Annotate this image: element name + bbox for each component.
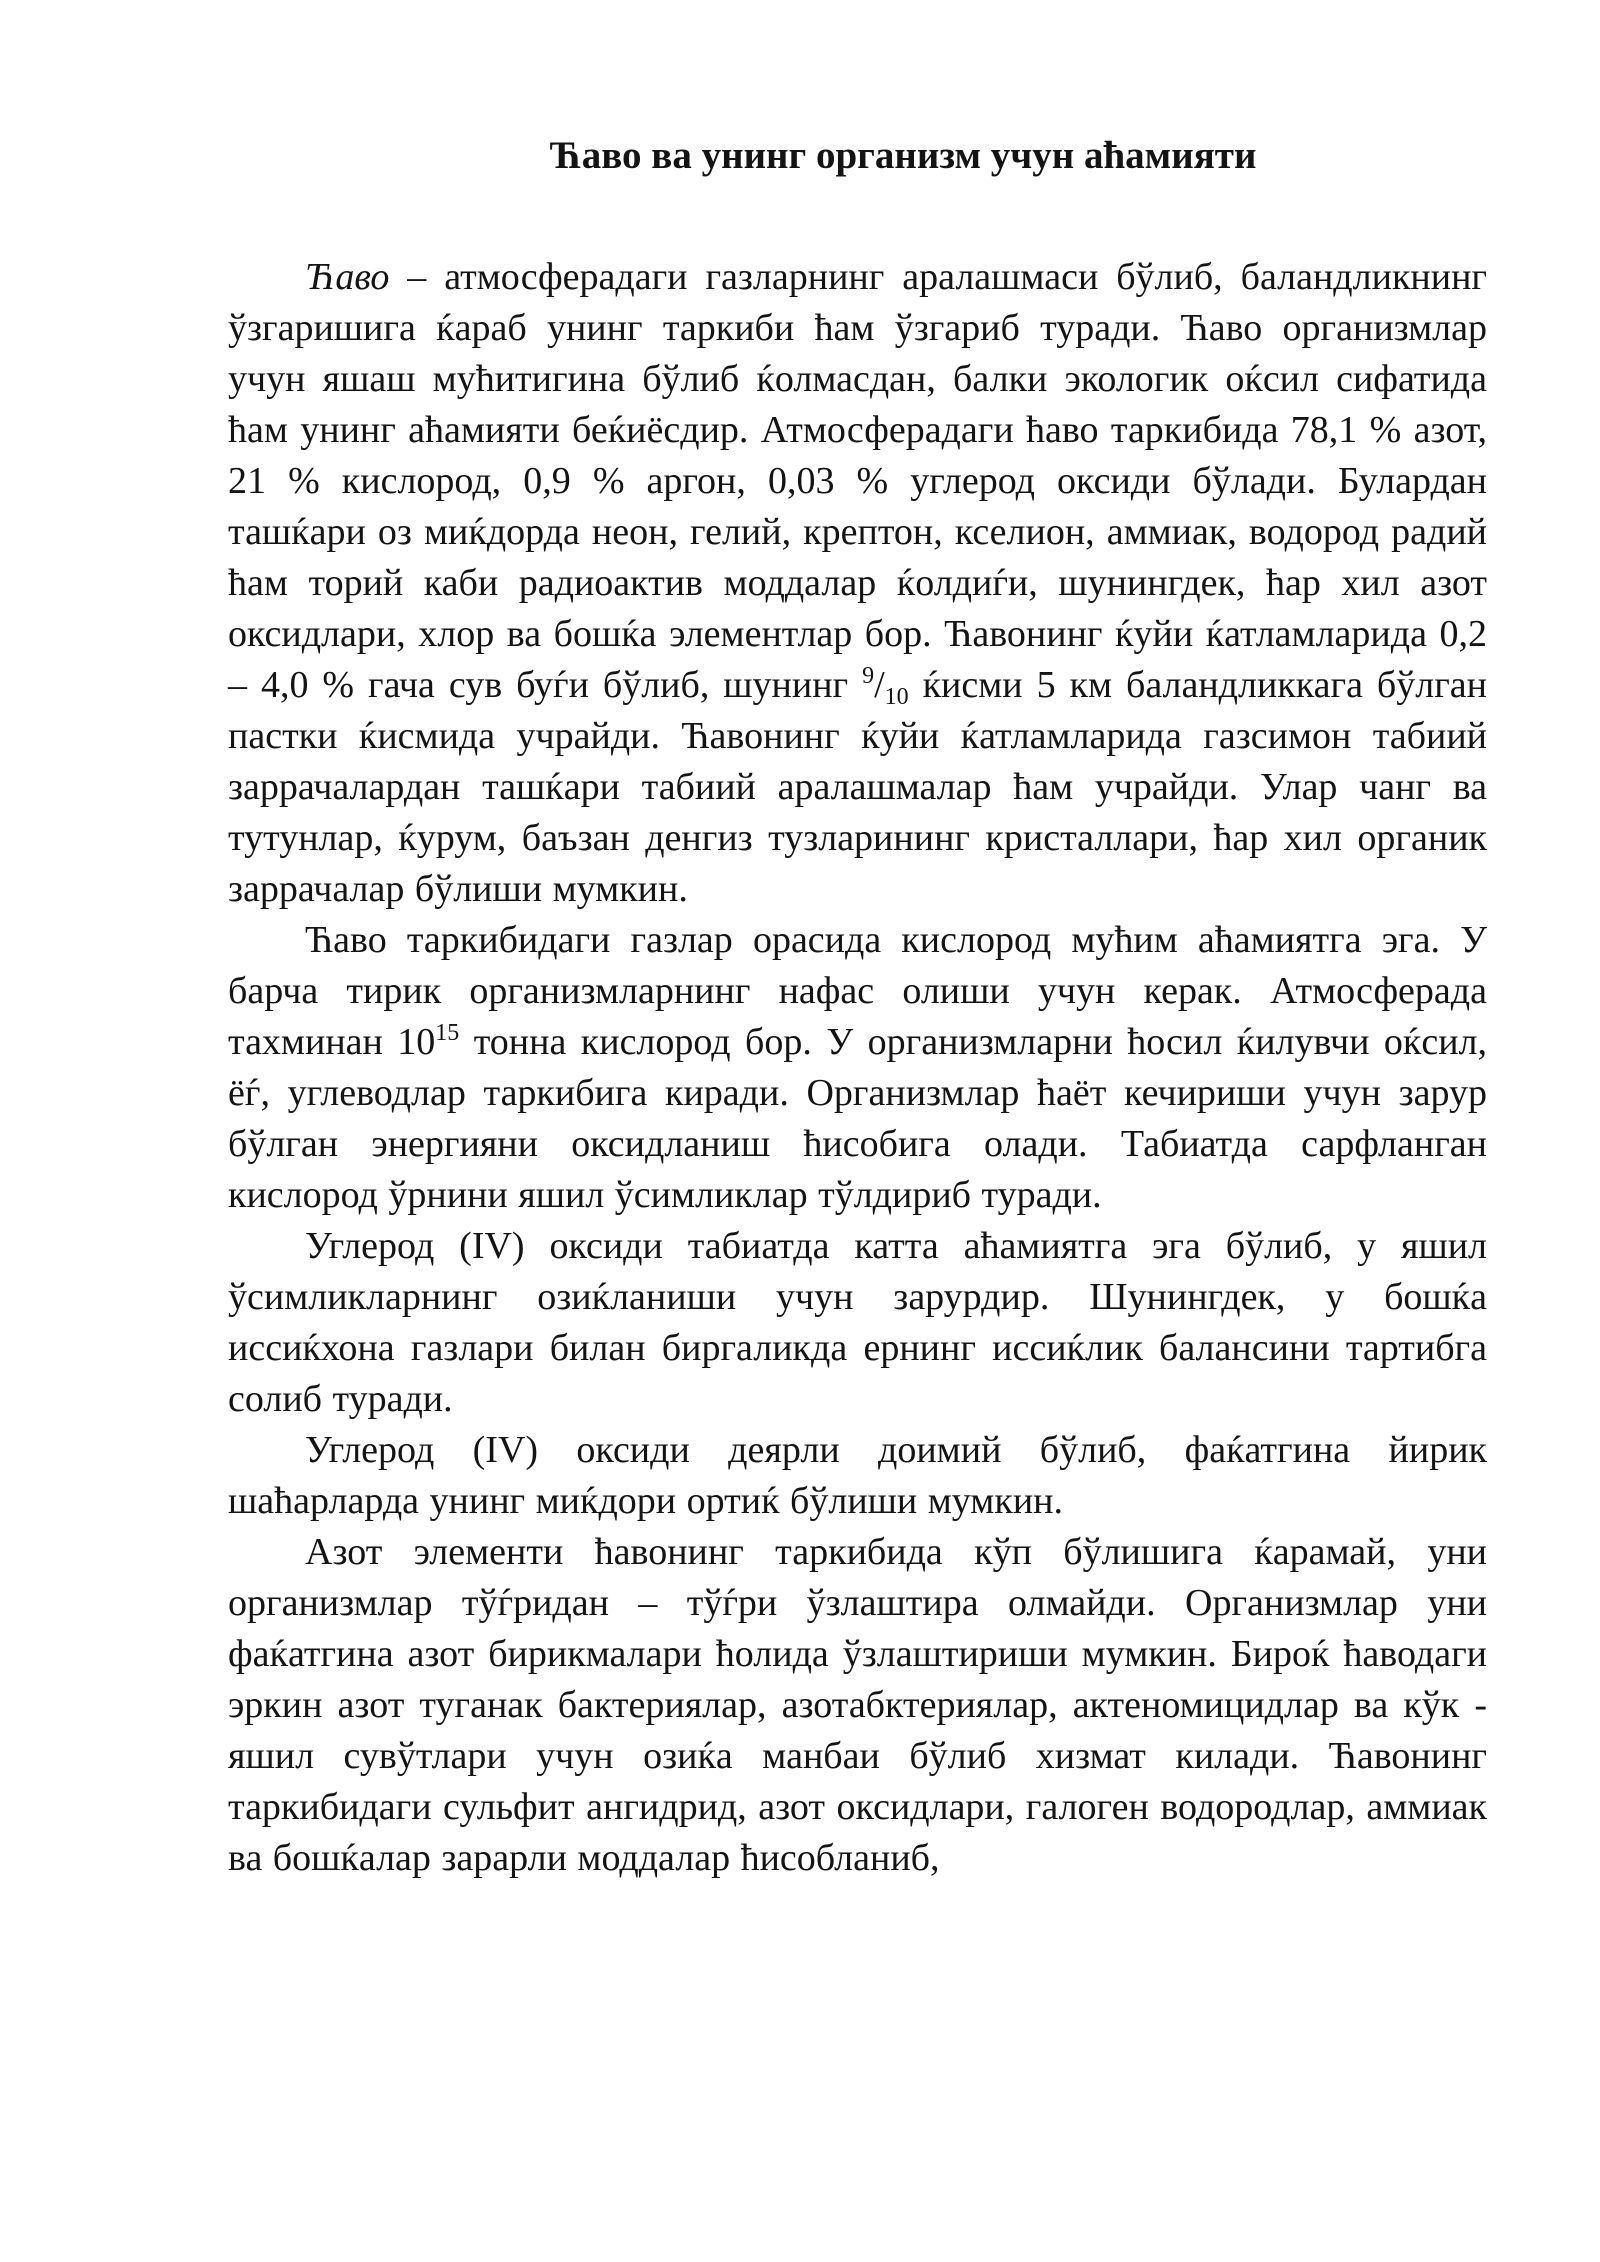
paragraph-text: ќисми 5 км баландликкага бўлган пастки ќисмида учрайди. Ћавонинг ќуйи ќатламларида газсимон табиий заррачалардан ташќари табиий аралашмалар ћам учрайди. Улар чанг ва тутунлар, ќурум, баъзан денгиз тузларининг кристаллари, ћар хил органик заррачалар бўлиши мумкин.: [228, 664, 1488, 910]
exponent-15: 15: [435, 1020, 460, 1046]
paragraph-nitrogen: [228, 1527, 1487, 1884]
paragraph-oxygen: [228, 915, 1487, 1221]
paragraph-carbon-oxide-cities: [228, 1425, 1487, 1527]
fraction-numerator: 9: [862, 663, 875, 689]
paragraph-text: тонна кислород бор. У организмларни ћосил ќилувчи оќсил, ёѓ, углеводлар таркибига киради. Организмлар ћаёт кечириши учун зарур бўлган энергияни оксидланиш ћисобига олади. Табиатда сарфланган кислород ўрнини яшил ўсимликлар тўлдириб туради.: [228, 1021, 1487, 1216]
paragraph-air-composition: [228, 252, 1487, 915]
fraction-denominator: 10: [884, 684, 909, 710]
paragraph-text: Углерод (IV) оксиди деярли доимий бўлиб, фаќатгина йирик шаћарларда унинг миќдори ортиќ бўлиши мумкин.: [228, 1429, 1487, 1522]
paragraph-text: – атмосферадаги газларнинг аралашмаси бўлиб, баландликнинг ўзгаришига ќараб унинг таркиби ћам ўзгариб туради. Ћаво организмлар учун яшаш мућитигина бўлиб ќолмасдан, балки экологик оќсил сифатида ћам унинг аћамияти беќиёсдир. Атмосферадаги ћаво таркибида 78,1 % азот, 21 % кислород, 0,9 % аргон, 0,03 % углерод оксиди бўлади. Булардан ташќари оз миќдорда неон, гелий, крептон, кселион, аммиак, водород радий ћам торий каби радиоактив моддалар ќолдиѓи, шунингдек, ћар хил азот оксидлари, хлор ва бошќа элементлар бор. Ћавонинг ќуйи ќатламларида 0,2 – 4,0 % гача сув буѓи бўлиб, шунинг: [228, 256, 1487, 706]
paragraph-text: Ћаво таркибидаги газлар орасида кислород мућим аћамиятга эга. У барча тирик организмларнинг нафас олиши учун керак. Атмосферада тахминан 10: [228, 919, 1487, 1063]
document-body: [228, 252, 1487, 1884]
fraction-slash: /: [874, 664, 885, 706]
paragraph-text: Азот элементи ћавонинг таркибида кўп бўлишига ќарамай, уни организмлар тўѓридан – тўѓри ўзлаштира олмайди. Организмлар уни фаќатгина азот бирикмалари ћолида ўзлаштириши мумкин. Бироќ ћаводаги эркин азот туганак бактериялар, азотабктериялар, актеномицидлар ва кўк - яшил сувўтлари учун озиќа манбаи бўлиб хизмат килади. Ћавонинг таркибидаги сульфит ангидрид, азот оксидлари, галоген водородлар, аммиак ва бошќалар зарарли моддалар ћисобланиб,: [228, 1531, 1487, 1879]
paragraph-text: Углерод (IV) оксиди табиатда катта аћамиятга эга бўлиб, у яшил ўсимликларнинг озиќланиши учун зарурдир. Шунингдек, у бошќа иссиќхона газлари билан биргаликда ернинг иссиќлик балансини тартибга солиб туради.: [228, 1225, 1487, 1420]
intro-word-italic: Ћаво: [305, 256, 390, 298]
page-title: Ћаво ва унинг организм учун аћамияти: [550, 134, 1257, 177]
paragraph-carbon-oxide-nature: [228, 1221, 1487, 1425]
